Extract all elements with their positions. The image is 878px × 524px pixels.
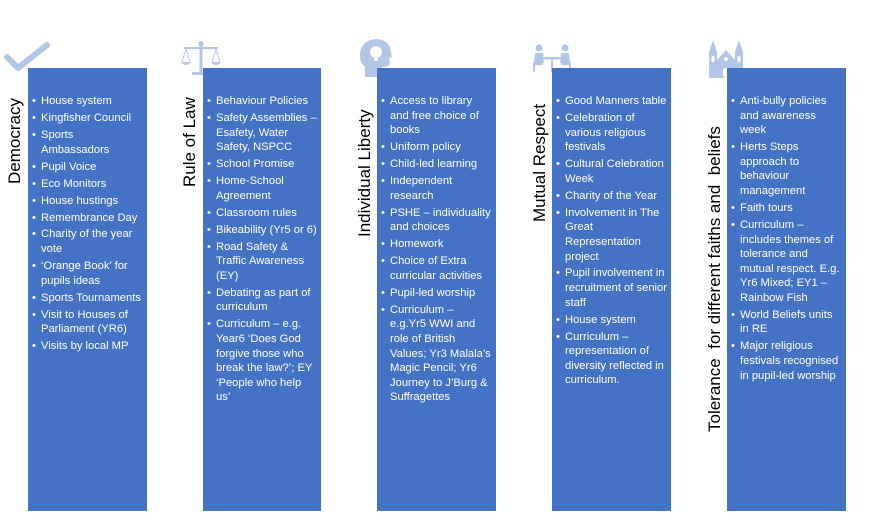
list-item: • Road Safety & Traffic Awareness (EY)	[203, 240, 317, 284]
rule-of-law-column	[203, 68, 321, 511]
list-item: • Independent research	[377, 174, 492, 203]
mutual-respect-label: Mutual Respect	[530, 103, 549, 222]
list-item: • Charity of the Year	[552, 189, 667, 204]
mutual-respect-column	[552, 68, 671, 511]
list-item: • Pupil involvement in recruitment of senior staff	[552, 266, 667, 310]
rule-of-law-label: Rule of Law	[180, 97, 199, 187]
list-item: • Sports Ambassadors	[28, 128, 143, 157]
individual-liberty-column	[377, 68, 496, 511]
list-item: • Bikeability (Yr5 or 6)	[203, 223, 317, 238]
list-item: • Uniform policy	[377, 140, 492, 155]
individual-liberty-label: Individual Liberty	[355, 109, 374, 237]
list-item: • Remembrance Day	[28, 211, 143, 226]
list-item: • Visit to Houses of Parliament (YR6)	[28, 308, 143, 337]
list-item: • Anti-bully policies and awareness week	[727, 94, 842, 138]
list-item: • Faith tours	[727, 201, 842, 216]
rule-of-law-list	[203, 68, 321, 405]
list-item: • Celebration of various religious festivals	[552, 111, 667, 155]
tolerance-column	[727, 68, 846, 511]
list-item: • Pupil-led worship	[377, 286, 492, 301]
list-item: • Safety Assemblies – Esafety, Water Safety, NSPCC	[203, 111, 317, 155]
list-item: • Major religious festivals recognised in pupil-led worship	[727, 339, 842, 383]
list-item: • Home-School Agreement	[203, 174, 317, 203]
list-item: • School Promise	[203, 157, 317, 172]
list-item: • Choice of Extra curricular activities	[377, 254, 492, 283]
list-item: • Curriculum – includes themes of tolerance and mutual respect. E.g. Yr6 Mixed; EY1 – Rainbow Fish	[727, 218, 842, 306]
list-item: • Access to library and free choice of books	[377, 94, 492, 138]
individual-liberty-list	[377, 68, 496, 405]
list-item: • Curriculum – e.g.Yr5 WWI and role of British Values; Yr3 Malala’s Magic Pencil; Yr6 Journey to J’Burg & Suffragettes	[377, 303, 492, 405]
list-item: • Eco Monitors	[28, 177, 143, 192]
list-item: • Child-led learning	[377, 157, 492, 172]
list-item: • Charity of the year vote	[28, 227, 143, 256]
democracy-column	[28, 68, 147, 511]
list-item: • Behaviour Policies	[203, 94, 317, 109]
list-item: • Kingfisher Council	[28, 111, 143, 126]
list-item: • Sports Tournaments	[28, 291, 143, 306]
list-item: • Debating as part of curriculum	[203, 286, 317, 315]
list-item: • House hustings	[28, 194, 143, 209]
list-item: • Classroom rules	[203, 206, 317, 221]
list-item: • Cultural Celebration Week	[552, 157, 667, 186]
list-item: • Curriculum – representation of diversity reflected in curriculum.	[552, 330, 667, 388]
list-item: • House system	[28, 94, 143, 109]
list-item: • Herts Steps approach to behaviour management	[727, 140, 842, 198]
list-item: • Curriculum – e.g. Year6 ‘Does God forgive those who break the law?’; EY ‘People who help us’	[203, 317, 317, 405]
democracy-label: Democracy	[5, 98, 24, 184]
tolerance-label: Tolerance for different faiths and beliefs	[705, 126, 724, 432]
list-item: • ‘Orange Book’ for pupils ideas	[28, 259, 143, 288]
list-item: • PSHE – individuality and choices	[377, 206, 492, 235]
list-item: • Good Manners table	[552, 94, 667, 109]
list-item: • Homework	[377, 237, 492, 252]
list-item: • Involvement in The Great Representation project	[552, 206, 667, 264]
mutual-respect-list	[552, 68, 671, 388]
tolerance-list	[727, 68, 846, 383]
list-item: • Pupil Voice	[28, 160, 143, 175]
list-item: • House system	[552, 313, 667, 328]
democracy-list	[28, 68, 147, 354]
list-item: • Visits by local MP	[28, 339, 143, 354]
list-item: • World Beliefs units in RE	[727, 308, 842, 337]
